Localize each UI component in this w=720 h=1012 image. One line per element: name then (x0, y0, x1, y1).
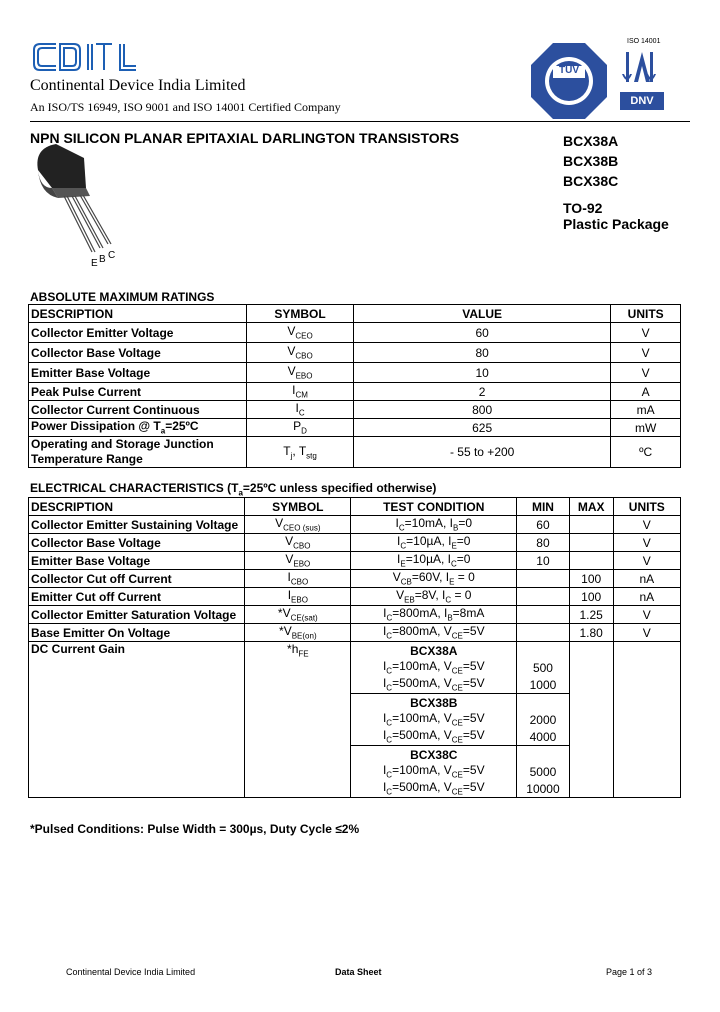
row-min: 10 (517, 552, 570, 570)
row-max: 1.25 (569, 606, 613, 624)
row-symbol: $V_{CBO}$ (245, 534, 351, 552)
col-header: DESCRIPTION (29, 498, 245, 516)
row-symbol: $P_D$ (247, 419, 354, 437)
row-min: 80 (517, 534, 570, 552)
row-unit: A (611, 383, 681, 401)
row-condition (351, 676, 517, 694)
table-row (29, 570, 681, 588)
pin-label-e: E (91, 258, 98, 269)
row-min (517, 746, 570, 764)
row-symbol: $*V_{CE(sat)}$ (245, 606, 351, 624)
condition-text: $I_C=800mA$, $I_B=8mA$ (383, 606, 485, 623)
tuv-seal (529, 41, 609, 121)
table-row (29, 419, 681, 437)
row-unit: V (613, 606, 680, 624)
row-desc: DC Current Gain (29, 642, 245, 798)
row-desc: Operating and Storage Junction Temperature Range (29, 437, 247, 468)
package-type: TO-92 (563, 200, 603, 216)
condition-text: $V_{EB}=8V$, $I_C = 0$ (396, 588, 472, 605)
row-max (569, 534, 613, 552)
row-min (517, 570, 570, 588)
part-number: BCX38C (563, 173, 619, 189)
condition-text: $V_{CB}=60V$, $I_E = 0$ (392, 570, 475, 587)
row-unit: nA (613, 588, 680, 606)
row-value: 800 (353, 401, 610, 419)
row-desc: Collector Cut off Current (29, 570, 245, 588)
row-value: 80 (353, 343, 610, 363)
condition-text: $I_C=500mA$, $V_{CE}=5V$ (382, 728, 485, 745)
footer-left: Continental Device India Limited (66, 967, 196, 977)
row-condition (351, 780, 517, 798)
row-symbol: $V_{EBO}$ (245, 552, 351, 570)
table-row (29, 534, 681, 552)
row-desc: Base Emitter On Voltage (29, 624, 245, 642)
company-tagline: An ISO/TS 16949, ISO 9001 and ISO 14001 Certified Company (30, 100, 341, 114)
row-symbol: $V_{CEO (sus)}$ (245, 516, 351, 534)
row-condition: BCX38B (351, 694, 517, 712)
table-header-row (29, 498, 681, 516)
row-unit: mW (611, 419, 681, 437)
row-max: 1.80 (569, 624, 613, 642)
part-number: BCX38A (563, 133, 619, 149)
package-info (563, 200, 669, 232)
row-condition (351, 624, 517, 642)
row-desc: Collector Emitter Saturation Voltage (29, 606, 245, 624)
row-desc: Collector Base Voltage (29, 343, 247, 363)
row-desc: Collector Emitter Sustaining Voltage (29, 516, 245, 534)
row-unit: mA (611, 401, 681, 419)
table-row (29, 588, 681, 606)
dnv-logo (620, 46, 664, 110)
condition-text: $I_C=10mA$, $I_B=0$ (395, 516, 473, 533)
row-symbol: $V_{EBO}$ (247, 363, 354, 383)
col-header: DESCRIPTION (29, 305, 247, 323)
row-condition (351, 534, 517, 552)
table-row (29, 552, 681, 570)
row-condition (351, 552, 517, 570)
pin-label-c: C (108, 250, 116, 261)
row-min: 4000 (517, 728, 570, 746)
document-title: NPN SILICON PLANAR EPITAXIAL DARLINGTON TRANSISTORS (30, 130, 460, 146)
row-symbol: $*h_{FE}$ (245, 642, 351, 798)
row-min: 1000 (517, 676, 570, 694)
tuv-label: TÜV (559, 65, 579, 76)
row-min (517, 624, 570, 642)
row-min: 5000 (517, 763, 570, 780)
condition-text: $I_E=10\mu A$, $I_C=0$ (397, 552, 471, 569)
table-row (29, 624, 681, 642)
row-min: 60 (517, 516, 570, 534)
row-condition (351, 588, 517, 606)
row-symbol: $I_C$ (247, 401, 354, 419)
col-header: UNITS (613, 498, 680, 516)
row-condition (351, 516, 517, 534)
table-row (29, 323, 681, 343)
condition-text: $I_C=100mA$, $V_{CE}=5V$ (382, 659, 485, 676)
abs-max-table (28, 304, 681, 468)
row-symbol: $V_{CBO}$ (247, 343, 354, 363)
col-header: SYMBOL (247, 305, 354, 323)
row-desc: Collector Current Continuous (29, 401, 247, 419)
pin-label-b: B (99, 254, 106, 265)
row-desc: Peak Pulse Current (29, 383, 247, 401)
row-desc: Collector Base Voltage (29, 534, 245, 552)
row-unit: V (611, 363, 681, 383)
row-max (569, 642, 613, 798)
row-unit: V (613, 552, 680, 570)
company-name: Continental Device India Limited (30, 77, 246, 94)
row-max: 100 (569, 588, 613, 606)
row-value: - 55 to +200 (353, 437, 610, 468)
row-symbol: $I_{CBO}$ (245, 570, 351, 588)
row-desc: Power Dissipation @ $T_a=25ºC$ (29, 419, 247, 437)
abs-max-heading: ABSOLUTE MAXIMUM RATINGS (30, 290, 215, 304)
row-min (517, 588, 570, 606)
part-numbers (563, 131, 618, 191)
row-symbol: $T_j$, $T_{stg}$ (247, 437, 354, 468)
row-condition (351, 570, 517, 588)
cdil-logo (30, 38, 140, 81)
row-condition (351, 711, 517, 728)
row-min (517, 694, 570, 712)
row-condition: BCX38C (351, 746, 517, 764)
row-min: 500 (517, 659, 570, 676)
dnv-label: DNV (630, 95, 654, 107)
table-row (29, 606, 681, 624)
row-min (517, 642, 570, 660)
table-row (29, 343, 681, 363)
row-desc: Emitter Cut off Current (29, 588, 245, 606)
row-unit: V (611, 323, 681, 343)
row-unit: nA (613, 570, 680, 588)
row-symbol: $V_{CEO}$ (247, 323, 354, 343)
row-unit: ºC (611, 437, 681, 468)
condition-text: $I_C=800mA$, $V_{CE}=5V$ (382, 624, 485, 641)
table-row (29, 363, 681, 383)
row-unit: V (613, 516, 680, 534)
elec-heading: ELECTRICAL CHARACTERISTICS ($T_a=25ºC$ unless specified otherwise) (30, 481, 437, 498)
table-row (29, 437, 681, 468)
condition-text: $I_C=500mA$, $V_{CE}=5V$ (382, 780, 485, 797)
row-desc: Emitter Base Voltage (29, 552, 245, 570)
elec-table (28, 497, 681, 798)
table-row (29, 642, 681, 660)
row-condition: BCX38A (351, 642, 517, 660)
iso-label: ISO 14001 (627, 38, 661, 45)
row-max: 100 (569, 570, 613, 588)
part-number: BCX38B (563, 153, 619, 169)
condition-text: $I_C=10\mu A$, $I_E=0$ (397, 534, 471, 551)
row-max (569, 516, 613, 534)
footer-center: Data Sheet (335, 967, 382, 977)
col-header: SYMBOL (245, 498, 351, 516)
row-value: 10 (353, 363, 610, 383)
row-min: 2000 (517, 711, 570, 728)
row-condition (351, 659, 517, 676)
table-row (29, 383, 681, 401)
row-symbol: $I_{CM}$ (247, 383, 354, 401)
row-unit: V (611, 343, 681, 363)
row-desc: Collector Emitter Voltage (29, 323, 247, 343)
row-min (517, 606, 570, 624)
col-header: UNITS (611, 305, 681, 323)
to92-package-drawing (30, 140, 130, 270)
row-condition (351, 728, 517, 746)
condition-text: $I_C=100mA$, $V_{CE}=5V$ (382, 711, 485, 728)
col-header: VALUE (353, 305, 610, 323)
row-symbol: $I_{EBO}$ (245, 588, 351, 606)
row-unit: V (613, 534, 680, 552)
package-desc: Plastic Package (563, 216, 669, 232)
footer-right: Page 1 of 3 (606, 967, 653, 977)
header-divider (30, 121, 690, 122)
row-min: 10000 (517, 780, 570, 798)
row-condition (351, 606, 517, 624)
row-value: 625 (353, 419, 610, 437)
condition-text: $I_C=500mA$, $V_{CE}=5V$ (382, 676, 485, 693)
row-value: 60 (353, 323, 610, 343)
row-unit (613, 642, 680, 798)
pulse-note: *Pulsed Conditions: Pulse Width = 300µs, Duty Cycle ≤2% (30, 822, 360, 836)
table-row (29, 516, 681, 534)
row-symbol: $*V_{BE(on)}$ (245, 624, 351, 642)
row-condition (351, 763, 517, 780)
row-max (569, 552, 613, 570)
condition-text: $I_C=100mA$, $V_{CE}=5V$ (382, 763, 485, 780)
row-value: 2 (353, 383, 610, 401)
col-header: MAX (569, 498, 613, 516)
table-row (29, 401, 681, 419)
col-header: MIN (517, 498, 570, 516)
table-header-row (29, 305, 681, 323)
row-desc: Emitter Base Voltage (29, 363, 247, 383)
row-unit: V (613, 624, 680, 642)
col-header: TEST CONDITION (351, 498, 517, 516)
